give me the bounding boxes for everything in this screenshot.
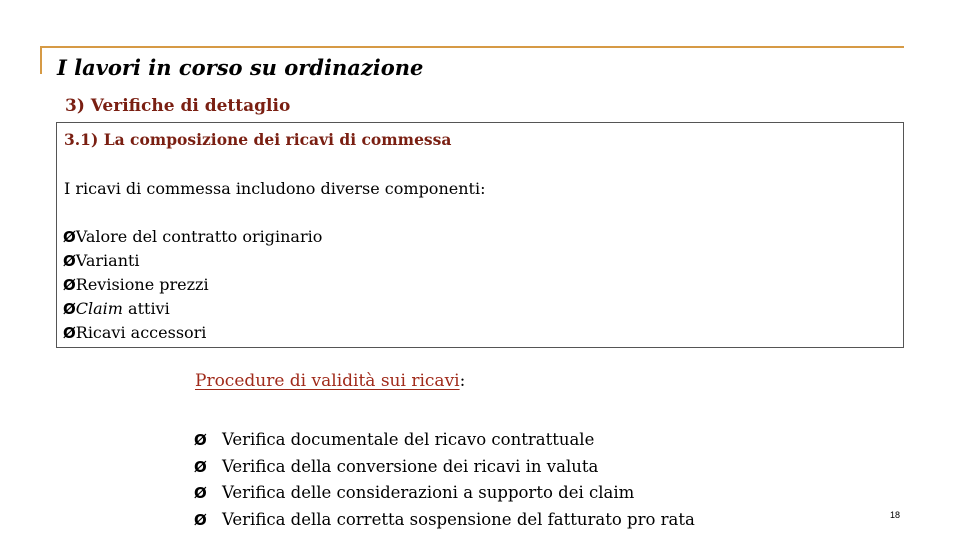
- arrow-bullet-icon: Ø: [194, 484, 207, 502]
- procedures-title: [195, 371, 465, 391]
- procedures-title-suffix: :: [459, 371, 466, 391]
- arrow-bullet-icon: Ø: [63, 228, 76, 246]
- list-item-italic-text: Claim: [75, 299, 123, 318]
- arrow-bullet-icon: Ø: [63, 300, 76, 318]
- arrow-bullet-icon: Ø: [63, 276, 76, 294]
- list-item: [63, 321, 322, 345]
- title-top-rule: [40, 46, 904, 48]
- procedures-title-link[interactable]: Procedure di validità sui ricavi: [195, 371, 460, 391]
- slide-subtitle: 3) Verifiche di dettaglio: [65, 96, 291, 116]
- list-item: [194, 480, 695, 507]
- arrow-bullet-icon: Ø: [63, 324, 76, 342]
- list-item: [63, 273, 322, 297]
- list-item-text: Verifica della corretta sospensione del fatturato pro rata: [222, 509, 695, 529]
- list-item: [194, 507, 695, 534]
- arrow-bullet-icon: Ø: [63, 252, 76, 270]
- list-item-text: attivi: [122, 299, 170, 318]
- arrow-bullet-icon: Ø: [194, 510, 207, 529]
- list-item-text: Valore del contratto originario: [75, 227, 323, 246]
- arrow-bullet-icon: Ø: [194, 457, 207, 476]
- arrow-bullet-icon: Ø: [194, 431, 207, 449]
- list-item-text: Revisione prezzi: [75, 275, 209, 294]
- title-left-rule: [40, 46, 42, 74]
- procedures-list: [194, 427, 695, 533]
- list-item-text: Verifica della conversione dei ricavi in valuta: [222, 456, 599, 476]
- list-item-text: Verifica delle considerazioni a supporto dei claim: [222, 483, 635, 502]
- box-heading: 3.1) La composizione dei ricavi di commessa: [64, 130, 452, 149]
- list-item-text: Verifica documentale del ricavo contrattuale: [222, 430, 595, 449]
- box-intro-text: I ricavi di commessa includono diverse componenti:: [64, 179, 486, 198]
- revenue-components-list: [63, 225, 322, 345]
- list-item: [63, 225, 322, 249]
- list-item-text: Varianti: [75, 251, 140, 270]
- list-item: [194, 454, 695, 481]
- list-item: [63, 297, 322, 321]
- list-item: [194, 427, 695, 454]
- list-item-text: Ricavi accessori: [75, 323, 207, 342]
- content-box: [56, 122, 904, 348]
- slide-title: I lavori in corso su ordinazione: [57, 55, 424, 80]
- page-number: 18: [890, 510, 901, 520]
- list-item: [63, 249, 322, 273]
